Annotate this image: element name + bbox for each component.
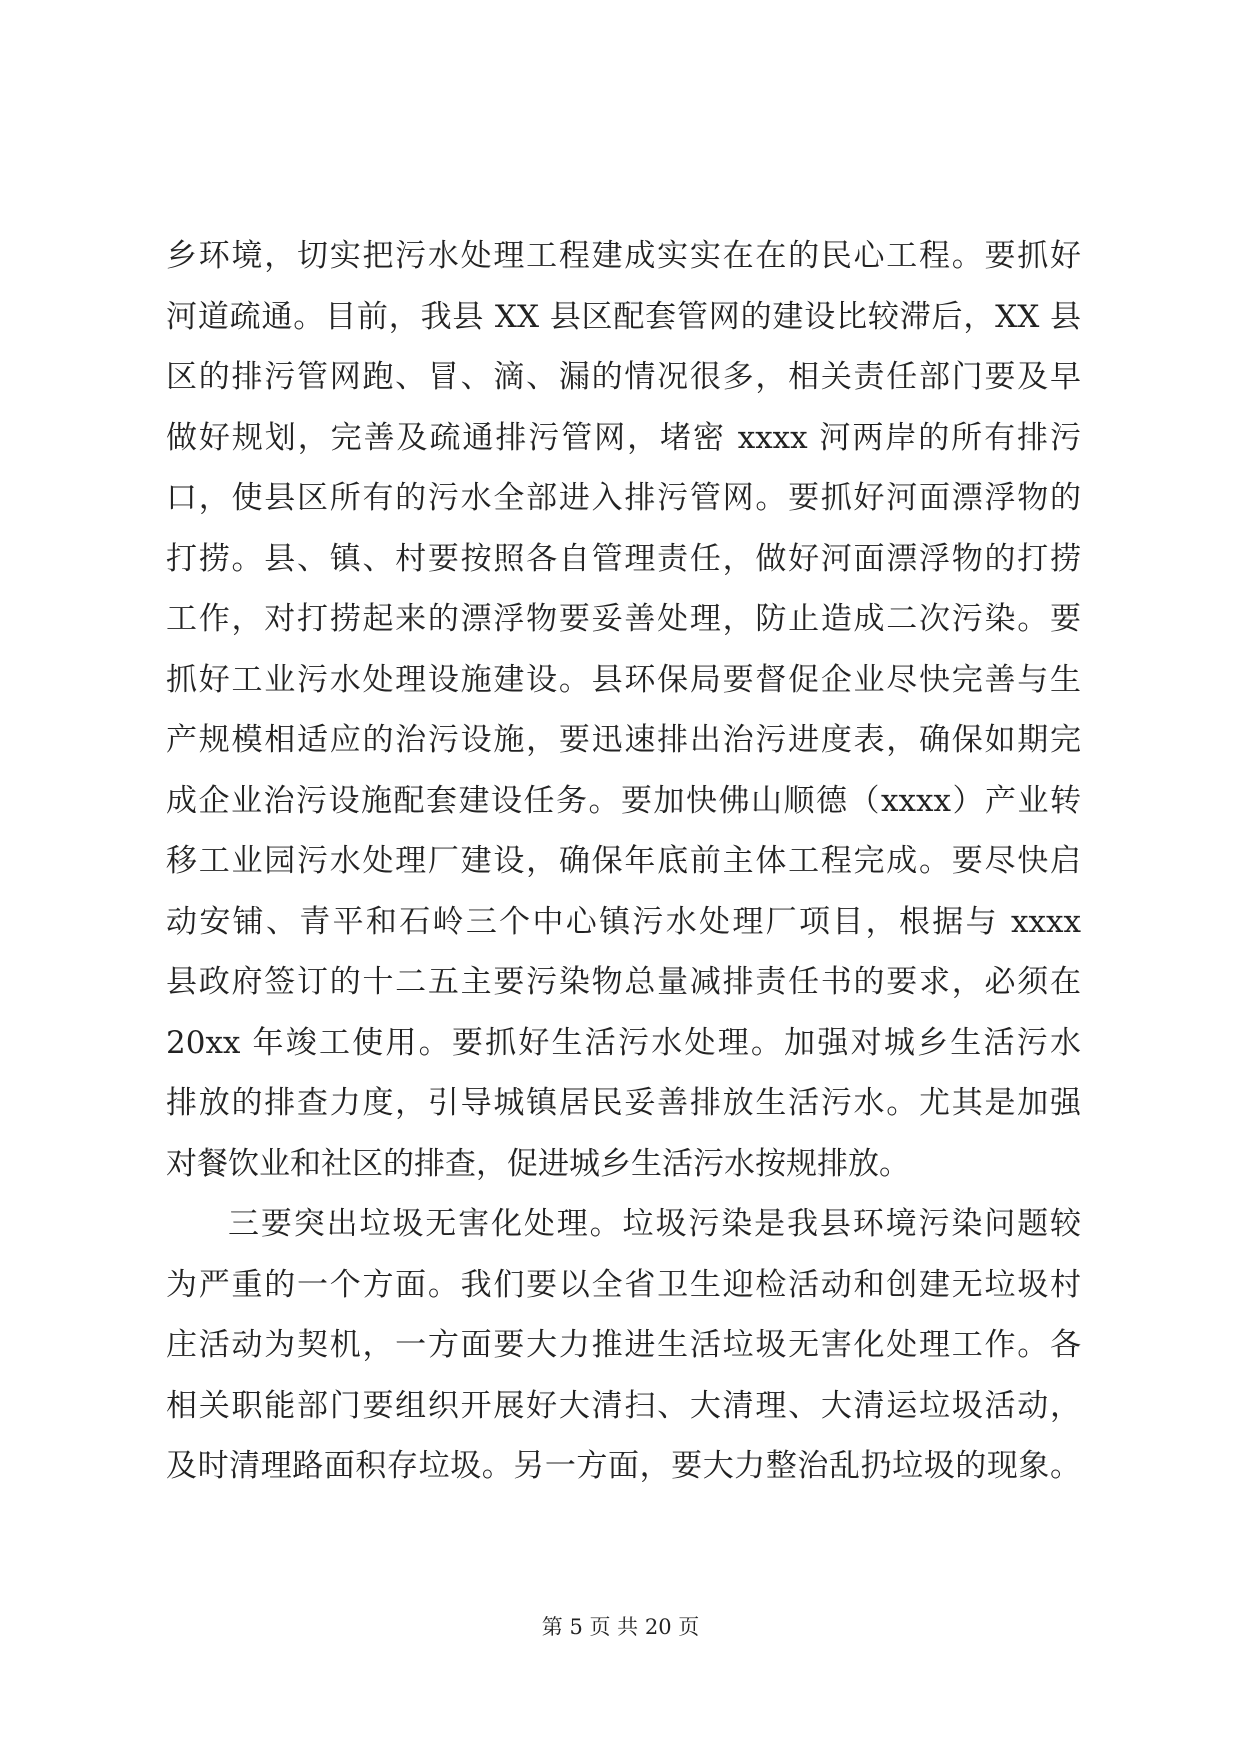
text-line: 对餐饮业和社区的排查，促进城乡生活污水按规排放。 bbox=[166, 1145, 910, 1182]
text-line: 动安铺、青平和石岭三个中心镇污水处理厂项目，根据与 xxxx bbox=[166, 903, 1081, 940]
page-footer bbox=[0, 1611, 1241, 1641]
text-line: 打捞。县、镇、村要按照各自管理责任，做好河面漂浮物的打捞 bbox=[166, 540, 1081, 577]
text-line: 区的排污管网跑、冒、滴、漏的情况很多，相关责任部门要及早 bbox=[166, 359, 1081, 395]
text-line: 做好规划，完善及疏通排污管网，堵密 xxxx 河两岸的所有排污 bbox=[166, 419, 1081, 456]
text-line: 庄活动为契机，一方面要大力推进生活垃圾无害化处理工作。各 bbox=[166, 1327, 1081, 1363]
text-line: 排放的排查力度，引导城镇居民妥善排放生活污水。尤其是加强 bbox=[166, 1085, 1081, 1121]
text-line: 工作，对打捞起来的漂浮物要妥善处理，防止造成二次污染。要 bbox=[166, 601, 1081, 637]
text-line: 三要突出垃圾无害化处理。垃圾污染是我县环境污染问题较 bbox=[228, 1206, 1081, 1242]
text-line: 抓好工业污水处理设施建设。县环保局要督促企业尽快完善与生 bbox=[166, 661, 1081, 698]
text-line: 相关职能部门要组织开展好大清扫、大清理、大清运垃圾活动， bbox=[166, 1387, 1081, 1424]
text-line: 口，使县区所有的污水全部进入排污管网。要抓好河面漂浮物的 bbox=[166, 480, 1081, 516]
page-number: 第 5 页 共 20 页 bbox=[541, 1615, 700, 1639]
text-line: 20xx 年竣工使用。要抓好生活污水处理。加强对城乡生活污水 bbox=[166, 1024, 1081, 1061]
text-line: 及时清理路面积存垃圾。另一方面，要大力整治乱扔垃圾的现象。 bbox=[166, 1448, 1081, 1484]
text-line: 为严重的一个方面。我们要以全省卫生迎检活动和创建无垃圾村 bbox=[166, 1266, 1081, 1303]
text-line: 产规模相适应的治污设施，要迅速排出治污进度表，确保如期完 bbox=[166, 722, 1081, 758]
text-line: 乡环境，切实把污水处理工程建成实实在在的民心工程。要抓好 bbox=[166, 238, 1081, 274]
text-line: 河道疏通。目前，我县 XX 县区配套管网的建设比较滞后，XX 县 bbox=[166, 298, 1081, 335]
text-line: 移工业园污水处理厂建设，确保年底前主体工程完成。要尽快启 bbox=[166, 843, 1081, 879]
text-line: 成企业治污设施配套建设任务。要加快佛山顺德（xxxx）产业转 bbox=[166, 782, 1081, 819]
body-text bbox=[166, 226, 1081, 1497]
text-line: 县政府签订的十二五主要污染物总量减排责任书的要求，必须在 bbox=[166, 964, 1081, 1000]
